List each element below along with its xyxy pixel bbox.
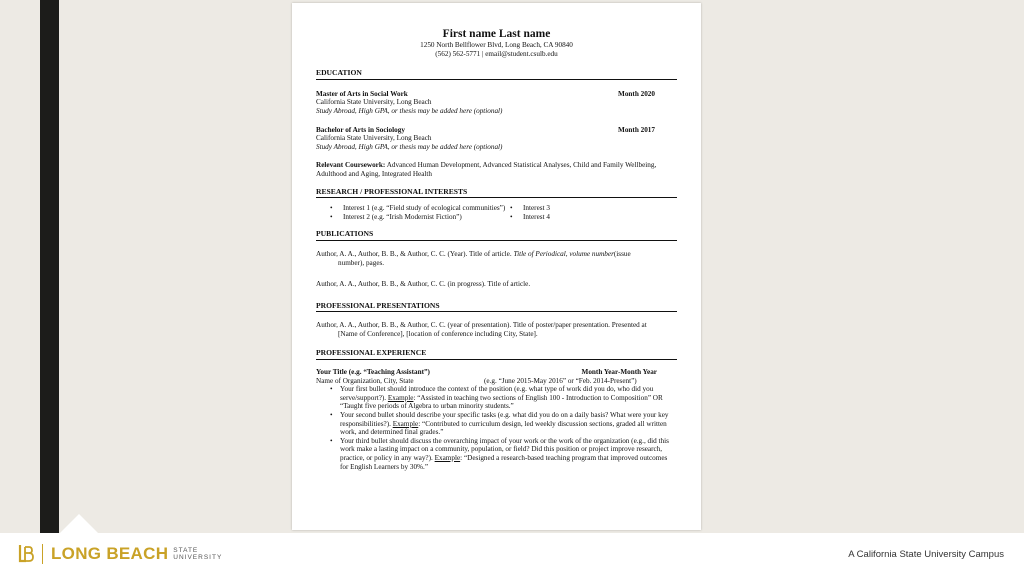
- publication-pages: (issue number), pages.: [338, 249, 631, 267]
- logo-brand-text: LONG BEACH: [51, 544, 169, 563]
- example-label: Example: [434, 454, 461, 462]
- coursework-label: Relevant Coursework:: [316, 161, 386, 170]
- left-accent-bar: [40, 0, 59, 533]
- degree-master: [316, 90, 677, 116]
- presentations-heading: PROFESSIONAL PRESENTATIONS: [316, 302, 677, 313]
- degree-note: Study Abroad, High GPA, or thesis may be added here (optional): [316, 106, 503, 115]
- education-heading: EDUCATION: [316, 69, 677, 80]
- interest-item: • Interest 2 (e.g. “Irish Modernist Fiction”): [330, 213, 510, 222]
- publication-1: [316, 250, 677, 267]
- publication-text: Author, A. A., Author, B. B., & Author, C. C. (Year). Title of article.: [316, 249, 514, 258]
- bullet-example: : “Contributed to curriculum design, led weekly discussion sections, graded all written work, and determined final grades.”: [340, 419, 667, 437]
- notch-decoration: [60, 514, 98, 533]
- campus-tagline: A California State University Campus: [848, 549, 1004, 560]
- position-title: Your Title (e.g. “Teaching Assistant”): [316, 368, 430, 377]
- resume-name: First name Last name: [442, 28, 551, 40]
- experience-bullet: [340, 385, 677, 411]
- degree-note: Study Abroad, High GPA, or thesis may be added here (optional): [316, 142, 503, 151]
- interest-item: • Interest 1 (e.g. “Field study of ecological communities”): [330, 204, 510, 213]
- logo-divider: [42, 544, 43, 564]
- position-date-example: (e.g. “June 2015-May 2016” or “Feb. 2014-Present”): [484, 376, 637, 385]
- bullet-text: Your second bullet should describe your specific tasks (e.g. what did you do on a daily basis? What were your key responsibilities?).: [340, 411, 669, 428]
- publications-heading: PUBLICATIONS: [316, 230, 677, 241]
- footer-bar: [0, 533, 1024, 576]
- degree-school: California State University, Long Beach: [316, 98, 432, 107]
- degree-title: Bachelor of Arts in Sociology: [316, 125, 405, 134]
- resume-page: [292, 3, 701, 530]
- experience-bullet: [340, 411, 677, 437]
- coursework-text: Advanced Human Development, Advanced Statistical Analyses, Child and Family Wellbeing, Adulthood and Aging, Integrated Health: [316, 161, 657, 178]
- logo-state: STATE: [173, 547, 199, 554]
- degree-school: California State University, Long Beach: [316, 134, 432, 143]
- degree-date: Month 2017: [618, 125, 655, 134]
- position-dates: Month Year-Month Year: [581, 368, 657, 377]
- experience-bullet: [340, 437, 677, 471]
- presentation-entry: Author, A. A., Author, B. B., & Author, C. C. (year of presentation). Title of poster/paper presentation. Presented at [Name of Conference], [location of conference including City, State].: [316, 321, 647, 338]
- logo-university: UNIVERSITY: [173, 554, 223, 561]
- interests-heading: RESEARCH / PROFESSIONAL INTERESTS: [316, 188, 677, 199]
- logo-small-text: [173, 547, 222, 561]
- publication-2: Author, A. A., Author, B. B., & Author, C. C. (in progress). Title of article.: [316, 280, 531, 289]
- interest-item: • Interest 4: [510, 213, 677, 222]
- degree-bachelor: [316, 126, 677, 152]
- experience-entry: [316, 368, 677, 471]
- experience-heading: PROFESSIONAL EXPERIENCE: [316, 349, 677, 360]
- interests-list: [316, 204, 677, 221]
- interest-item: • Interest 3: [510, 204, 677, 213]
- degree-date: Month 2020: [618, 89, 655, 98]
- example-label: Example: [392, 419, 419, 428]
- relevant-coursework: [316, 161, 677, 178]
- resume-contact: (562) 562-5771 | email@student.csulb.edu: [435, 49, 558, 58]
- bullet-text: Your first bullet should introduce the context of the position (e.g. what type of work did you do, who did you serve/support?).: [340, 385, 654, 402]
- publication-periodical: Title of Periodical, volume number: [513, 249, 614, 258]
- degree-title: Master of Arts in Social Work: [316, 89, 408, 98]
- position-organization: Name of Organization, City, State: [316, 376, 414, 385]
- lb-monogram-icon: [18, 543, 34, 565]
- example-label: Example: [387, 393, 414, 402]
- bullet-example: : “Assisted in teaching two sections of English 100 - Introduction to Composition” OR “Taught five periods of Algebra to urban minority students.”: [340, 393, 663, 411]
- resume-address: 1250 North Bellflower Blvd, Long Beach, CA 90840: [420, 41, 573, 49]
- csulb-logo[interactable]: [18, 543, 222, 565]
- bullet-text: Your third bullet should discuss the overarching impact of your work or the work of the organization (e.g., did this work make a lasting impact on a community, population, or field? Did this position or project improve research, practice, or policy in any way?).: [340, 436, 669, 462]
- bullet-example: : “Designed a research-based teaching program that improved outcomes for English Learners by 30%.”: [340, 454, 668, 471]
